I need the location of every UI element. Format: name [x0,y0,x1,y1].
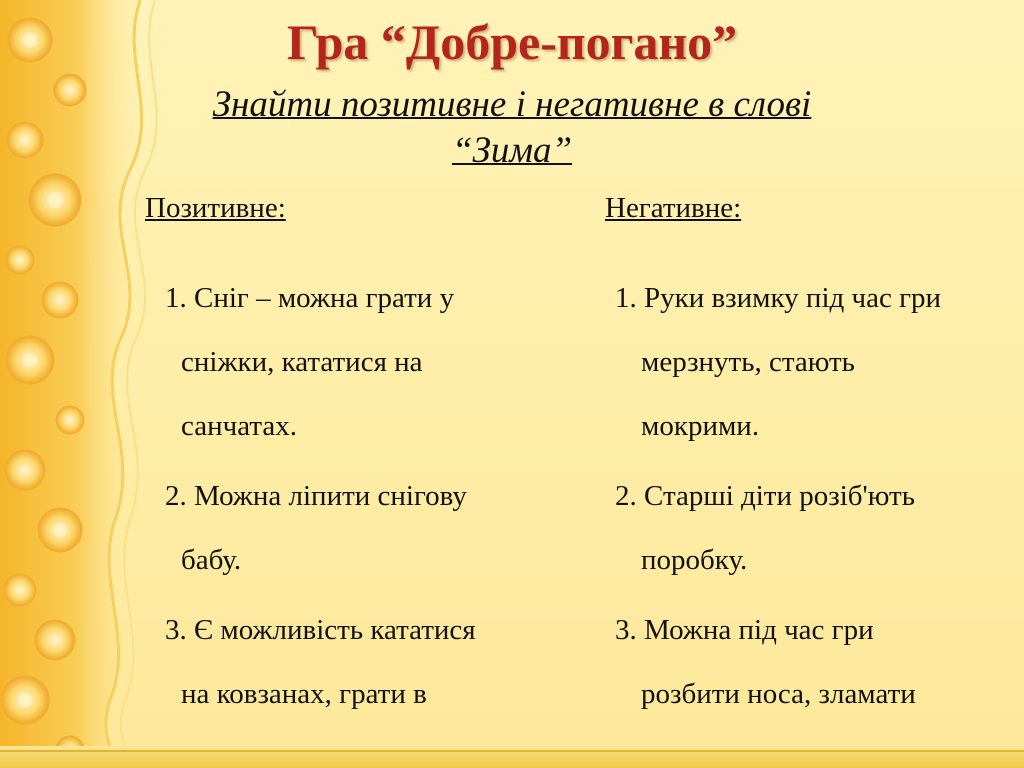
subtitle-line-1: Знайти позитивне і негативне в слові [212,84,812,125]
item-line: 1. Сніг – можна грати у [165,282,455,314]
item-line: бабу. [181,544,242,576]
positive-item-1 [145,266,545,458]
negative-item-2 [605,464,1005,592]
negative-item-3 [605,598,1005,768]
item-line: мокрими. [641,410,760,442]
positive-column [145,190,545,768]
slide-title: Гра “Добре-погано” [286,14,738,70]
item-line: 2. Можна ліпити снігову [165,480,467,512]
positive-item-2 [145,464,545,592]
negative-item-1 [605,266,1005,458]
bottom-border [0,746,1024,768]
item-line: 2. Старші діти розіб'ють [615,480,915,512]
item-line: розбити носа, зламати [641,678,916,710]
item-line: сніжки, кататися на [181,346,423,378]
item-line: 3. Можна під час гри [615,614,874,646]
negative-column [605,190,1005,768]
item-line: поробку. [641,544,748,576]
slide-subtitle [140,82,884,174]
item-line: санчатах. [181,410,297,442]
positive-heading: Позитивне: [145,192,286,224]
item-line: мерзнуть, стають [641,346,855,378]
subtitle-line-2: “Зима” [451,130,573,171]
item-line: 3. Є можливість кататися [165,614,476,646]
positive-item-3 [145,598,545,768]
negative-heading: Негативне: [605,192,742,224]
item-line: 1. Руки взимку під час гри [615,282,942,314]
item-line: на ковзанах, грати в [181,678,427,710]
